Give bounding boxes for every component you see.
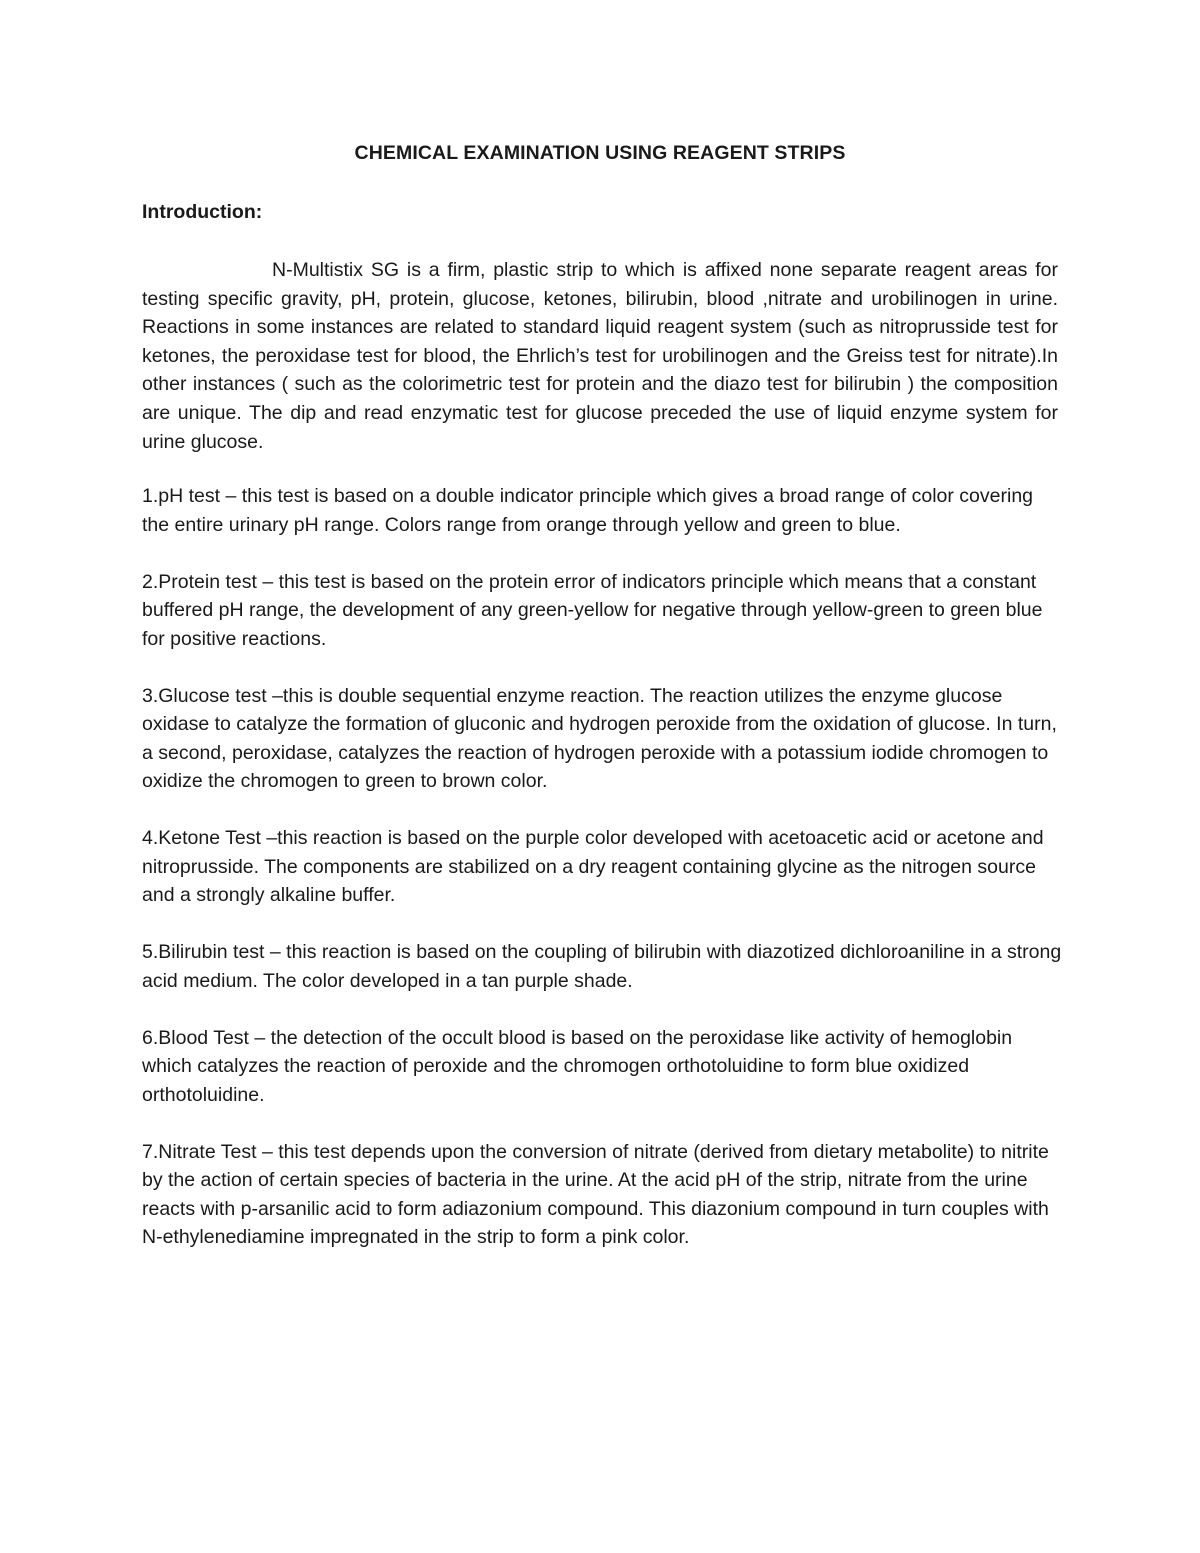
intro-heading: Introduction: xyxy=(142,201,263,223)
document-title: CHEMICAL EXAMINATION USING REAGENT STRIPS xyxy=(354,142,846,164)
test-item-ketone: 4.Ketone Test –this reaction is based on the purple color developed with acetoacetic acid or acetone and nitroprusside. The components are stabilized on a dry reagent containing glycine as the nitrogen source and a strongly alkaline buffer. xyxy=(142,827,1044,906)
test-item-protein: 2.Protein test – this test is based on the protein error of indicators principle which means that a constant buffered pH range, the development of any green-yellow for negative through yellow-green to green blue for positive reactions. xyxy=(142,570,1043,650)
test-item-bilirubin: 5.Bilirubin test – this reaction is based on the coupling of bilirubin with diazotized dichloroaniline in a strong acid medium. The color developed in a tan purple shade. xyxy=(142,941,1062,992)
test-item-ph: 1.pH test – this test is based on a double indicator principle which gives a broad range of color covering the entire urinary pH range. Colors range from orange through yellow and green to blue. xyxy=(142,485,1034,536)
test-item-glucose: 3.Glucose test –this is double sequential enzyme reaction. The reaction utilizes the enzyme glucose oxidase to catalyze the formation of gluconic and hydrogen peroxide from the oxidation of glucose. In turn, a second, peroxidase, catalyzes the reaction of hydrogen peroxide with a potassium iodide chromogen to oxidize the chromogen to green to brown color. xyxy=(142,684,1057,792)
intro-paragraph: N-Multistix SG is a firm, plastic strip to which is affixed none separate reagent areas for testing specific gravity, pH, protein, glucose, ketones, bilirubin, blood ,nitrate and urobilinogen in urine. Reactions in some instances are related to standard liquid reagent system (such as nitroprusside test for ketones, the peroxidase test for blood, the Ehrlich’s test for urobilinogen and the Greiss test for nitrate).In other instances ( such as the colorimetric test for protein and the diazo test for bilirubin ) the composition are unique. The dip and read enzymatic test for glucose preceded the use of liquid enzyme system for urine glucose. xyxy=(142,259,1058,453)
test-item-blood: 6.Blood Test – the detection of the occult blood is based on the peroxidase like activity of hemoglobin which catalyzes the reaction of peroxide and the chromogen orthotoluidine to form blue oxidized orthotoluidine. xyxy=(142,1026,1013,1106)
test-list xyxy=(142,482,1064,1280)
test-item-nitrate: 7.Nitrate Test – this test depends upon the conversion of nitrate (derived from dietary metabolite) to nitrite by the action of certain species of bacteria in the urine. At the acid pH of the strip, nitrate from the urine reacts with p-arsanilic acid to form adiazonium compound. This diazonium compound in turn couples with N-ethylenediamine impregnated in the strip to form a pink color. xyxy=(142,1140,1049,1248)
